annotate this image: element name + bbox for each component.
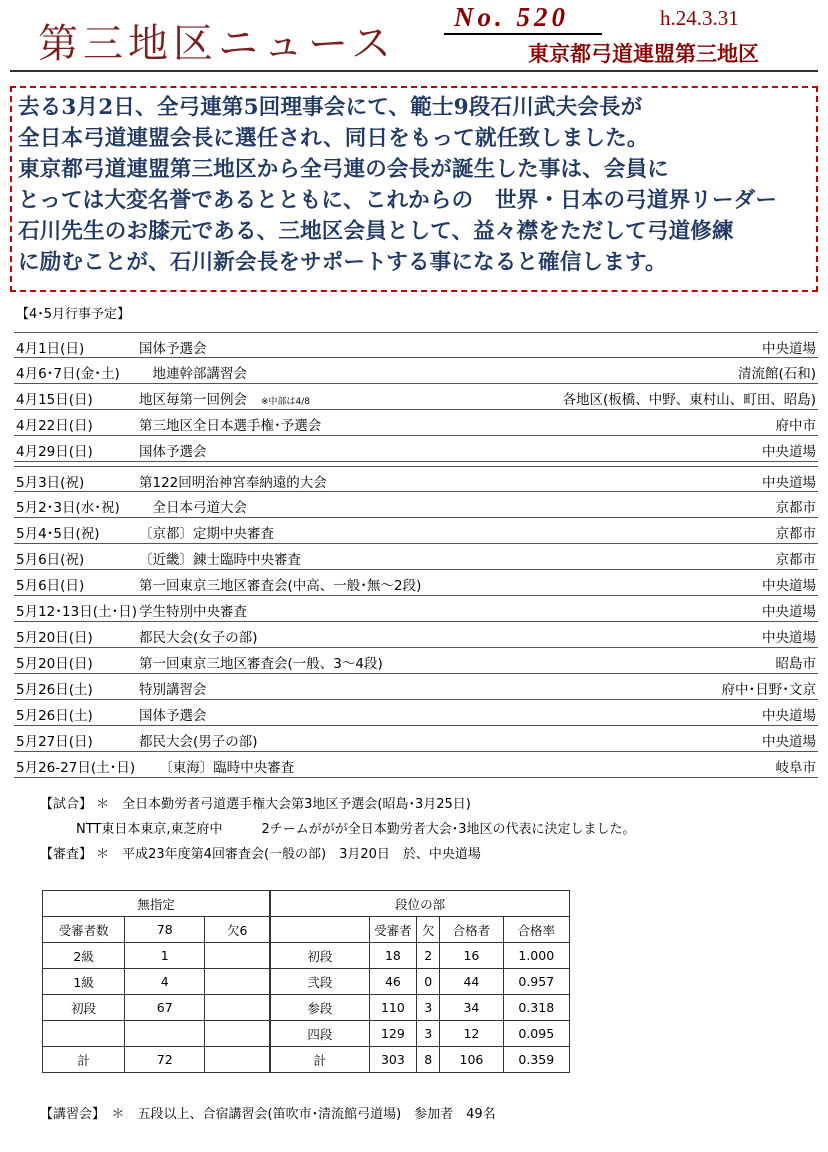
dan-cell: 0.359 bbox=[503, 1047, 569, 1073]
schedule-event-text: 国体予選会 bbox=[139, 708, 207, 724]
dan-cell: 44 bbox=[440, 969, 503, 995]
schedule-event-text: 地連幹部講習会 bbox=[139, 366, 247, 382]
schedule-place: 岐阜市 bbox=[775, 760, 816, 776]
dan-cell: 12 bbox=[440, 1021, 503, 1047]
schedule-event bbox=[139, 388, 310, 408]
match-detail: NTT東日本東京,東芝府中 2チームががが全日本勤労者大会･3地区の代表に決定しました。 bbox=[76, 822, 636, 837]
organization-name: 東京都弓道連盟第三地区 bbox=[528, 42, 759, 66]
schedule-place: 昭島市 bbox=[775, 656, 816, 672]
schedule-date: 5月20日(日) bbox=[16, 656, 93, 672]
newsletter-title: 第三地区ニュース bbox=[38, 21, 396, 67]
dan-cell: 計 bbox=[270, 1047, 369, 1073]
col-label: 受審者 bbox=[369, 917, 416, 943]
schedule-event bbox=[139, 337, 207, 357]
lecture-line: 【講習会】 ＊ 五段以上、合宿講習会(笛吹市･清流館弓道場) 参加者 49名 bbox=[40, 1107, 496, 1122]
dan-cell: 129 bbox=[369, 1021, 416, 1047]
dan-header: 段位の部 bbox=[270, 891, 569, 917]
schedule-event-text: 特別講習会 bbox=[139, 682, 207, 698]
schedule-list bbox=[14, 332, 818, 778]
unranked-cell: 計 bbox=[43, 1047, 125, 1073]
schedule-event-text: 国体予選会 bbox=[139, 341, 207, 357]
unranked-cell: 1級 bbox=[43, 969, 125, 995]
unranked-cell bbox=[205, 1047, 270, 1073]
schedule-event bbox=[139, 704, 207, 724]
schedule-event-text: 地区毎第一回例会 bbox=[139, 392, 247, 408]
schedule-place: 中央道場 bbox=[762, 708, 816, 724]
schedule-note: ※中部は4/8 bbox=[261, 397, 311, 407]
schedule-place: 中央道場 bbox=[762, 604, 816, 620]
schedule-date: 4月6･7日(金･土) bbox=[16, 366, 120, 382]
exam-line: 【審査】 ＊ 平成23年度第4回審査会(一般の部) 3月20日 於、中央道場 bbox=[40, 847, 481, 862]
unranked-cell bbox=[125, 1021, 205, 1047]
schedule-row bbox=[14, 544, 818, 570]
schedule-place: 京都市 bbox=[775, 526, 816, 542]
schedule-date: 4月29日(日) bbox=[16, 444, 93, 460]
schedule-row bbox=[14, 648, 818, 674]
col-label: 受審者数 bbox=[43, 917, 125, 943]
schedule-place: 中央道場 bbox=[762, 734, 816, 750]
schedule-place: 清流館(石和) bbox=[737, 366, 816, 382]
announcement-box bbox=[10, 86, 818, 292]
dan-cell: 8 bbox=[417, 1047, 440, 1073]
col-label: 欠6 bbox=[205, 917, 270, 943]
schedule-date: 5月26日(土) bbox=[16, 708, 93, 724]
dan-cell: 0.095 bbox=[503, 1021, 569, 1047]
col-label: 合格者 bbox=[440, 917, 503, 943]
exam-results-table bbox=[42, 890, 570, 1073]
unranked-cell: 初段 bbox=[43, 995, 125, 1021]
schedule-place: 府中･日野･文京 bbox=[721, 682, 816, 698]
schedule-place: 府中市 bbox=[775, 418, 816, 434]
unranked-cell: 1 bbox=[125, 943, 205, 969]
dan-cell: 106 bbox=[440, 1047, 503, 1073]
schedule-row bbox=[14, 726, 818, 752]
schedule-date: 5月20日(日) bbox=[16, 630, 93, 646]
dan-cell: 18 bbox=[369, 943, 416, 969]
schedule-place: 京都市 bbox=[775, 552, 816, 568]
dan-cell: 0.957 bbox=[503, 969, 569, 995]
schedule-row bbox=[14, 436, 818, 462]
schedule-event bbox=[139, 471, 327, 491]
schedule-date: 5月12･13日(土･日) bbox=[16, 604, 137, 620]
schedule-row bbox=[14, 596, 818, 622]
schedule-row bbox=[14, 492, 818, 518]
schedule-event-text: 都民大会(女子の部) bbox=[139, 630, 258, 646]
col-label: 欠 bbox=[417, 917, 440, 943]
schedule-event bbox=[139, 652, 383, 672]
dan-cell: 0 bbox=[417, 969, 440, 995]
match-line: 【試合】 ＊ 全日本勤労者弓道選手権大会第3地区予選会(昭島･3月25日) bbox=[40, 797, 471, 812]
schedule-heading: 【4･5月行事予定】 bbox=[16, 307, 131, 322]
dan-cell: 3 bbox=[417, 995, 440, 1021]
schedule-row bbox=[14, 674, 818, 700]
schedule-date: 4月22日(日) bbox=[16, 418, 93, 434]
unranked-cell: 4 bbox=[125, 969, 205, 995]
schedule-date: 5月6日(祝) bbox=[16, 552, 85, 568]
results-row bbox=[43, 943, 570, 969]
unranked-cell bbox=[205, 995, 270, 1021]
issue-date: h.24.3.31 bbox=[660, 6, 739, 30]
schedule-place: 京都市 bbox=[775, 500, 816, 516]
schedule-row bbox=[14, 700, 818, 726]
header-divider bbox=[10, 70, 818, 72]
unranked-header: 無指定 bbox=[43, 891, 271, 917]
col-label bbox=[270, 917, 369, 943]
schedule-date: 5月27日(日) bbox=[16, 734, 93, 750]
schedule-event bbox=[139, 600, 247, 620]
schedule-event bbox=[139, 730, 258, 750]
schedule-event bbox=[139, 414, 321, 434]
schedule-event-text: 〔京都〕定期中央審査 bbox=[139, 526, 274, 542]
dan-cell: 16 bbox=[440, 943, 503, 969]
schedule-event bbox=[139, 440, 207, 460]
notes-section bbox=[40, 792, 636, 867]
announcement-line: に励むことが、石川新会長をサポートする事になると確信します。 bbox=[18, 250, 667, 275]
schedule-event-text: 学生特別中央審査 bbox=[139, 604, 247, 620]
announcement-line: 去る3月2日、全弓連第5回理事会にて、範士9段石川武夫会長が bbox=[18, 95, 643, 120]
announcement-line: 東京都弓道連盟第三地区から全弓連の会長が誕生した事は、会員に bbox=[18, 157, 670, 182]
schedule-event bbox=[139, 496, 247, 516]
schedule-place: 各地区(板橋、中野、東村山、町田、昭島) bbox=[562, 392, 816, 408]
dan-cell: 34 bbox=[440, 995, 503, 1021]
schedule-date: 4月15日(日) bbox=[16, 392, 93, 408]
col-label: 78 bbox=[125, 917, 205, 943]
schedule-row bbox=[14, 752, 818, 778]
unranked-cell: 67 bbox=[125, 995, 205, 1021]
schedule-date: 5月6日(日) bbox=[16, 578, 85, 594]
schedule-date: 5月26-27日(土･日) bbox=[16, 760, 136, 776]
dan-cell: 0.318 bbox=[503, 995, 569, 1021]
schedule-event-text: 第一回東京三地区審査会(中高、一般･無～2段) bbox=[139, 578, 422, 594]
schedule-date: 4月1日(日) bbox=[16, 341, 85, 357]
schedule-row bbox=[14, 570, 818, 596]
schedule-event bbox=[139, 574, 421, 594]
schedule-place: 中央道場 bbox=[762, 578, 816, 594]
schedule-event-text: 全日本弓道大会 bbox=[139, 500, 247, 516]
schedule-date: 5月3日(祝) bbox=[16, 475, 85, 491]
schedule-date: 5月4･5日(祝) bbox=[16, 526, 100, 542]
announcement-line: 全日本弓道連盟会長に選任され、同日をもって就任致しました。 bbox=[18, 126, 649, 151]
schedule-event bbox=[139, 756, 294, 776]
schedule-event-text: 都民大会(男子の部) bbox=[139, 734, 258, 750]
dan-cell: 303 bbox=[369, 1047, 416, 1073]
issue-number: No. 520 bbox=[454, 2, 569, 32]
schedule-event-text: 国体予選会 bbox=[139, 444, 207, 460]
schedule-row bbox=[14, 466, 818, 492]
schedule-row bbox=[14, 384, 818, 410]
results-row bbox=[43, 1047, 570, 1073]
schedule-row bbox=[14, 332, 818, 358]
schedule-date: 5月2･3日(水･祝) bbox=[16, 500, 120, 516]
schedule-place: 中央道場 bbox=[762, 475, 816, 491]
schedule-event-text: 第三地区全日本選手権･予選会 bbox=[139, 418, 322, 434]
announcement-line: 石川先生のお膝元である、三地区会員として、益々襟をただして弓道修練 bbox=[18, 219, 734, 244]
unranked-cell bbox=[205, 943, 270, 969]
schedule-row bbox=[14, 518, 818, 544]
schedule-date: 5月26日(土) bbox=[16, 682, 93, 698]
schedule-event bbox=[139, 626, 258, 646]
schedule-place: 中央道場 bbox=[762, 444, 816, 460]
unranked-cell: 2級 bbox=[43, 943, 125, 969]
issue-underline bbox=[444, 33, 602, 35]
dan-cell: 1.000 bbox=[503, 943, 569, 969]
schedule-row bbox=[14, 358, 818, 384]
schedule-row bbox=[14, 410, 818, 436]
schedule-event-text: 〔東海〕臨時中央審査 bbox=[139, 760, 295, 776]
schedule-event bbox=[139, 522, 274, 542]
schedule-row bbox=[14, 622, 818, 648]
schedule-event-text: 第一回東京三地区審査会(一般、3～4段) bbox=[139, 656, 383, 672]
col-label: 合格率 bbox=[503, 917, 569, 943]
results-row bbox=[43, 969, 570, 995]
dan-cell: 弐段 bbox=[270, 969, 369, 995]
unranked-cell bbox=[43, 1021, 125, 1047]
schedule-place: 中央道場 bbox=[762, 630, 816, 646]
schedule-event-text: 第122回明治神宮奉納遠的大会 bbox=[139, 475, 327, 491]
dan-cell: 46 bbox=[369, 969, 416, 995]
results-row bbox=[43, 995, 570, 1021]
announcement-line: とっては大変名誉であるとともに、これからの 世界・日本の弓道界リーダー bbox=[18, 188, 778, 213]
unranked-cell: 72 bbox=[125, 1047, 205, 1073]
schedule-event bbox=[139, 678, 207, 698]
schedule-event bbox=[139, 548, 301, 568]
dan-cell: 2 bbox=[417, 943, 440, 969]
schedule-place: 中央道場 bbox=[762, 341, 816, 357]
dan-cell: 初段 bbox=[270, 943, 369, 969]
dan-cell: 四段 bbox=[270, 1021, 369, 1047]
dan-cell: 110 bbox=[369, 995, 416, 1021]
dan-cell: 3 bbox=[417, 1021, 440, 1047]
unranked-cell bbox=[205, 1021, 270, 1047]
dan-cell: 参段 bbox=[270, 995, 369, 1021]
unranked-cell bbox=[205, 969, 270, 995]
schedule-event-text: 〔近畿〕錬士臨時中央審査 bbox=[139, 552, 301, 568]
schedule-event bbox=[139, 362, 247, 382]
results-row bbox=[43, 1021, 570, 1047]
